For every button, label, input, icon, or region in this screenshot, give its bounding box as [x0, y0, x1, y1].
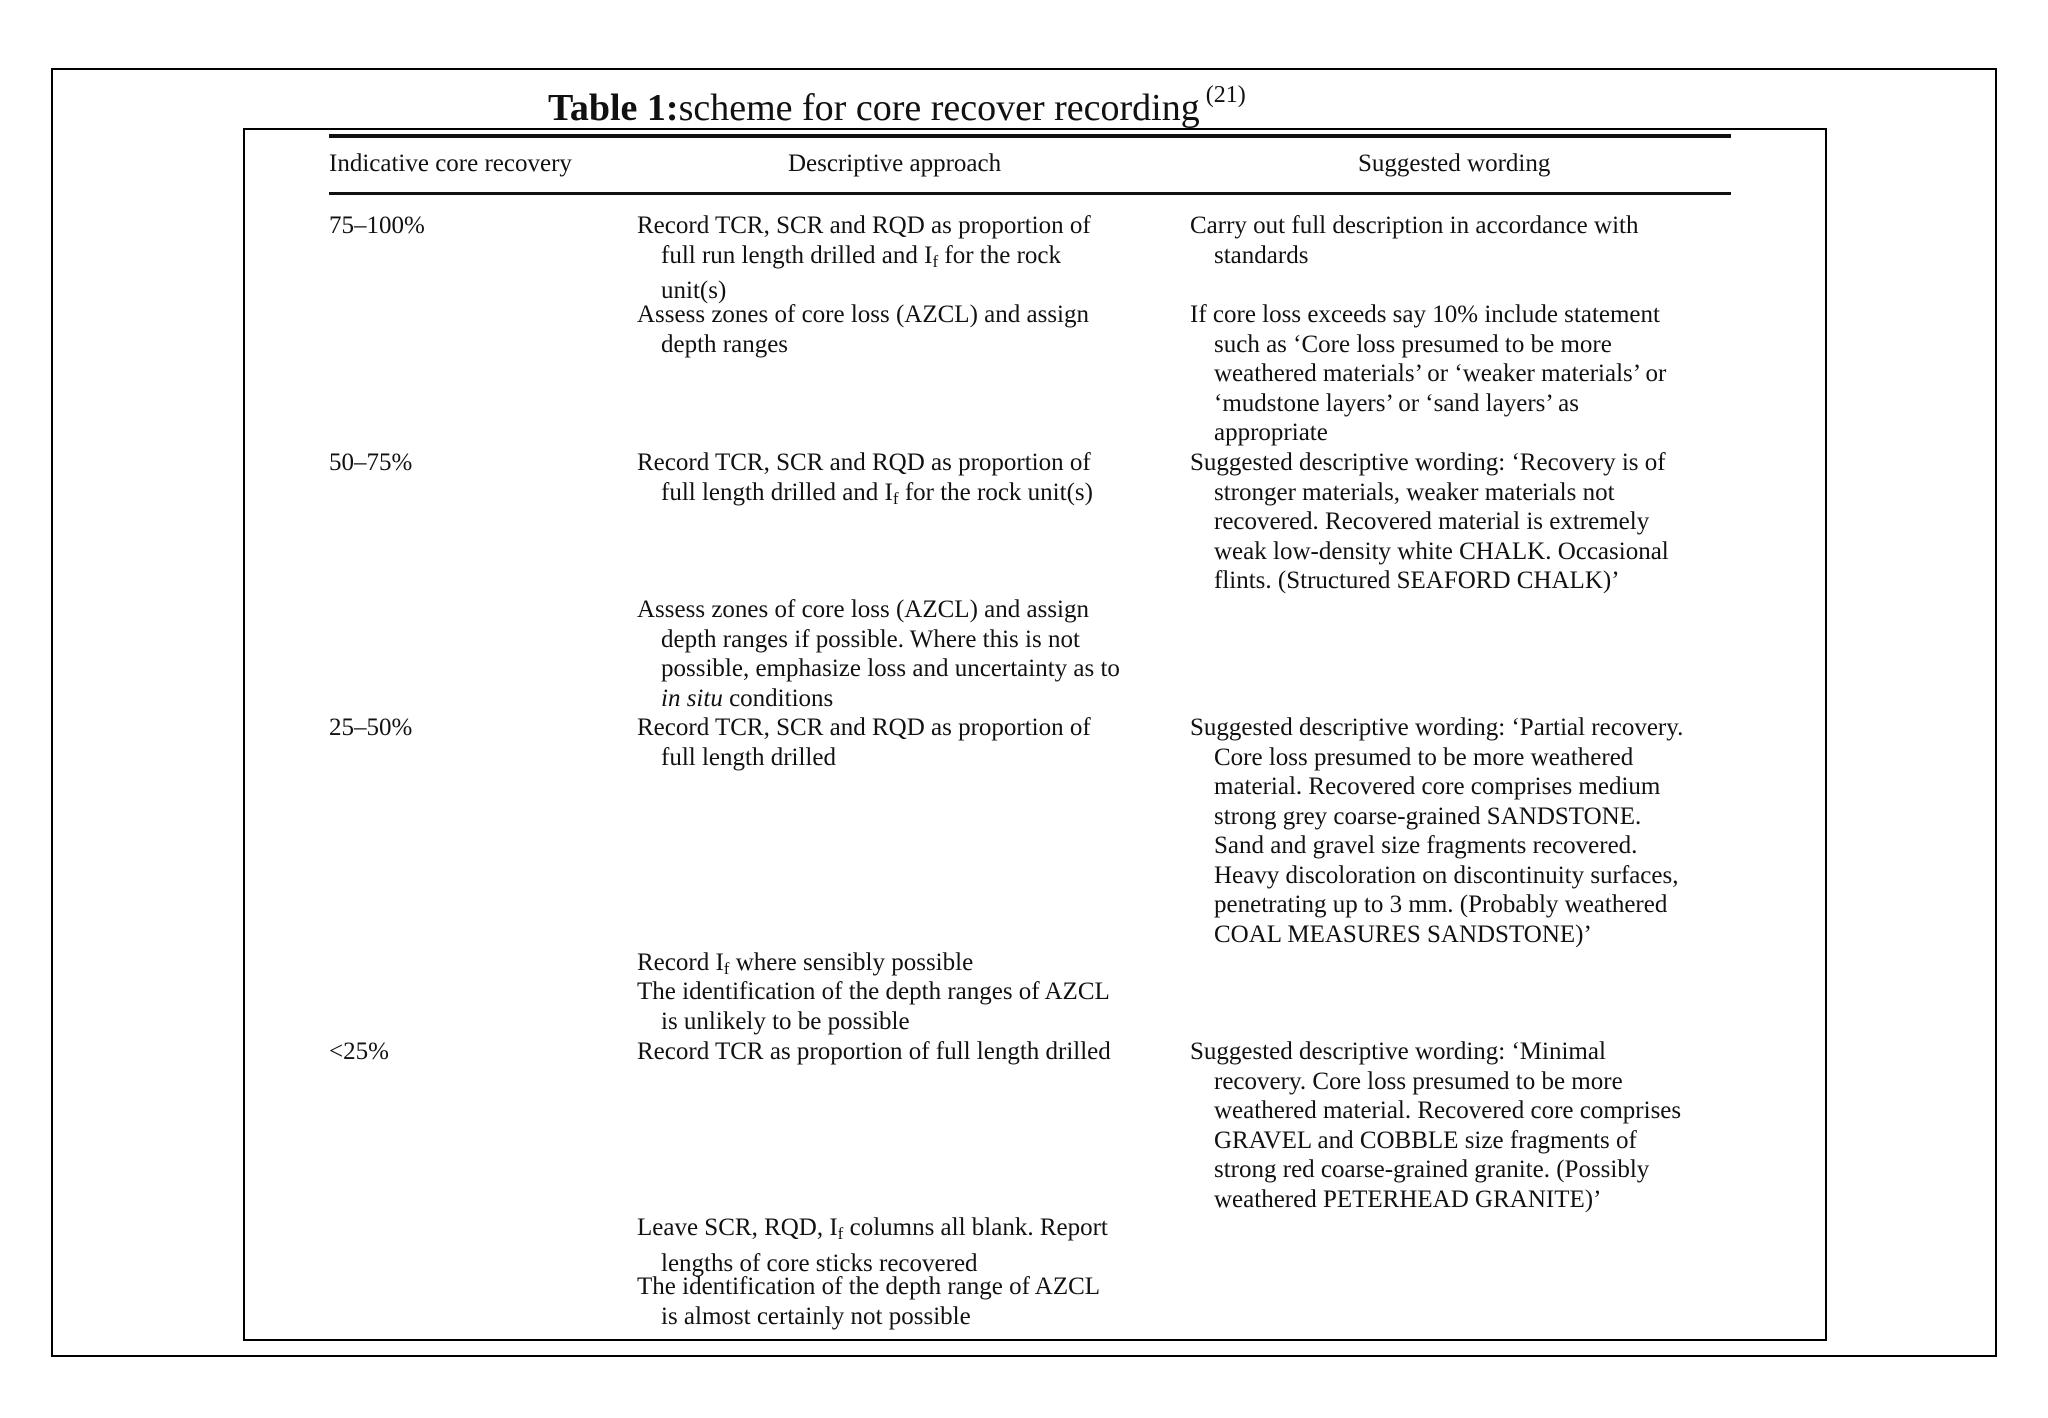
cell-line: strong grey coarse-grained SANDSTONE. [1214, 802, 1642, 830]
cell-line: Record TCR, SCR and RQD as proportion of [637, 449, 1091, 476]
cell-line: Assess zones of core loss (AZCL) and assign [637, 596, 1090, 623]
cell-line: recovered. Recovered material is extremely [1214, 508, 1650, 535]
cell-line: strong red coarse-grained granite. (Possibly [1214, 1156, 1650, 1183]
cell-line: is unlikely to be possible [661, 1007, 910, 1035]
cell-line: Carry out full description in accordance with [1190, 212, 1639, 239]
row-4-wording-1 [1190, 1037, 1681, 1214]
table-top-rule [329, 134, 1731, 138]
cell-line: possible, emphasize loss and uncertainty as to [661, 655, 1120, 682]
cell-line: Assess zones of core loss (AZCL) and assign [637, 301, 1090, 328]
row-1-approach-2 [637, 300, 1089, 359]
table-caption [548, 82, 1246, 130]
row-4-approach-2 [637, 1213, 1108, 1278]
cell-line: Suggested descriptive wording: ‘Partial recovery. [1190, 714, 1684, 741]
cell-line: ‘mudstone layers’ or ‘sand layers’ as [1214, 389, 1579, 417]
cell-line: weathered PETERHEAD GRANITE)’ [1214, 1185, 1602, 1213]
table-header-rule [329, 192, 1731, 195]
cell-line: standards [1214, 241, 1309, 269]
row-1-approach-1 [637, 211, 1091, 306]
cell-line: appropriate [1214, 419, 1328, 446]
cell-line: If core loss exceeds say 10% include statement [1190, 301, 1660, 328]
header-indicative-core-recovery: Indicative core recovery [329, 150, 572, 177]
cell-line: in situ conditions [661, 684, 834, 712]
row-2-approach-2 [637, 595, 1120, 713]
row-4-approach-1 [637, 1037, 1111, 1067]
cell-line: Record $I_f$ where sensibly possible [637, 949, 974, 978]
cell-line: Record TCR, SCR and RQD as proportion of [637, 212, 1091, 239]
cell-line: flints. (Structured SEAFORD CHALK)’ [1214, 567, 1620, 594]
cell-line: is almost certainly not possible [661, 1302, 971, 1330]
cell-line: depth ranges [661, 330, 789, 358]
cell-line: Leave SCR, RQD, $I_f$ columns all blank. Report [637, 1214, 1108, 1243]
header-suggested-wording: Suggested wording [1358, 150, 1551, 177]
row-2-recovery: 50–75% [329, 449, 413, 476]
cell-line: GRAVEL and COBBLE size fragments of [1214, 1126, 1637, 1154]
caption-reference: (21) [1205, 82, 1246, 108]
row-4-recovery: <25% [329, 1038, 389, 1065]
cell-line: lengths of core sticks recovered [661, 1249, 978, 1277]
cell-line: Core loss presumed to be more weathered [1214, 743, 1634, 771]
row-1-recovery: 75–100% [329, 212, 425, 239]
cell-line: weathered material. Recovered core comprises [1214, 1097, 1682, 1124]
cell-line: Suggested descriptive wording: ‘Minimal [1190, 1038, 1606, 1065]
cell-line: such as ‘Core loss presumed to be more [1214, 330, 1612, 358]
cell-line: stronger materials, weaker materials not [1214, 478, 1615, 506]
caption-label: Table 1: [548, 87, 679, 129]
cell-line: full run length drilled and $I_f$ for the rock [661, 241, 1062, 271]
cell-line: recovery. Core loss presumed to be more [1214, 1067, 1623, 1095]
cell-line: penetrating up to 3 mm. (Probably weathered [1214, 891, 1668, 918]
row-2-wording-1 [1190, 448, 1669, 596]
row-4-approach-3 [637, 1272, 1100, 1331]
caption-text: scheme for core recover recording [678, 87, 1200, 129]
cell-line: full length drilled and $I_f$ for the rock unit(s) [661, 478, 1093, 508]
cell-line: weak low-density white CHALK. Occasional [1214, 537, 1669, 565]
cell-line: COAL MEASURES SANDSTONE)’ [1214, 920, 1592, 948]
cell-line: Suggested descriptive wording: ‘Recovery is of [1190, 449, 1666, 476]
row-1-wording-2 [1190, 300, 1666, 448]
row-3-approach-1 [637, 713, 1091, 772]
cell-line: weathered materials’ or ‘weaker materials’ or [1214, 360, 1667, 387]
row-3-approach-3 [637, 977, 1110, 1036]
cell-line: Heavy discoloration on discontinuity surfaces, [1214, 861, 1679, 889]
cell-line: material. Recovered core comprises medium [1214, 773, 1661, 800]
row-2-approach-1 [637, 448, 1093, 513]
cell-line: Record TCR as proportion of full length drilled [637, 1038, 1111, 1065]
row-1-wording-1 [1190, 211, 1638, 270]
header-descriptive-approach: Descriptive approach [788, 150, 1002, 177]
cell-line: depth ranges if possible. Where this is not [661, 625, 1080, 653]
cell-line: unit(s) [661, 277, 727, 304]
cell-line: The identification of the depth ranges of AZCL [637, 978, 1110, 1005]
cell-line: full length drilled [661, 743, 836, 771]
row-3-recovery: 25–50% [329, 714, 413, 741]
cell-line: The identification of the depth range of AZCL [637, 1273, 1101, 1300]
cell-line: Record TCR, SCR and RQD as proportion of [637, 714, 1091, 741]
row-3-wording-1 [1190, 713, 1683, 949]
cell-line: Sand and gravel size fragments recovered. [1214, 832, 1638, 859]
